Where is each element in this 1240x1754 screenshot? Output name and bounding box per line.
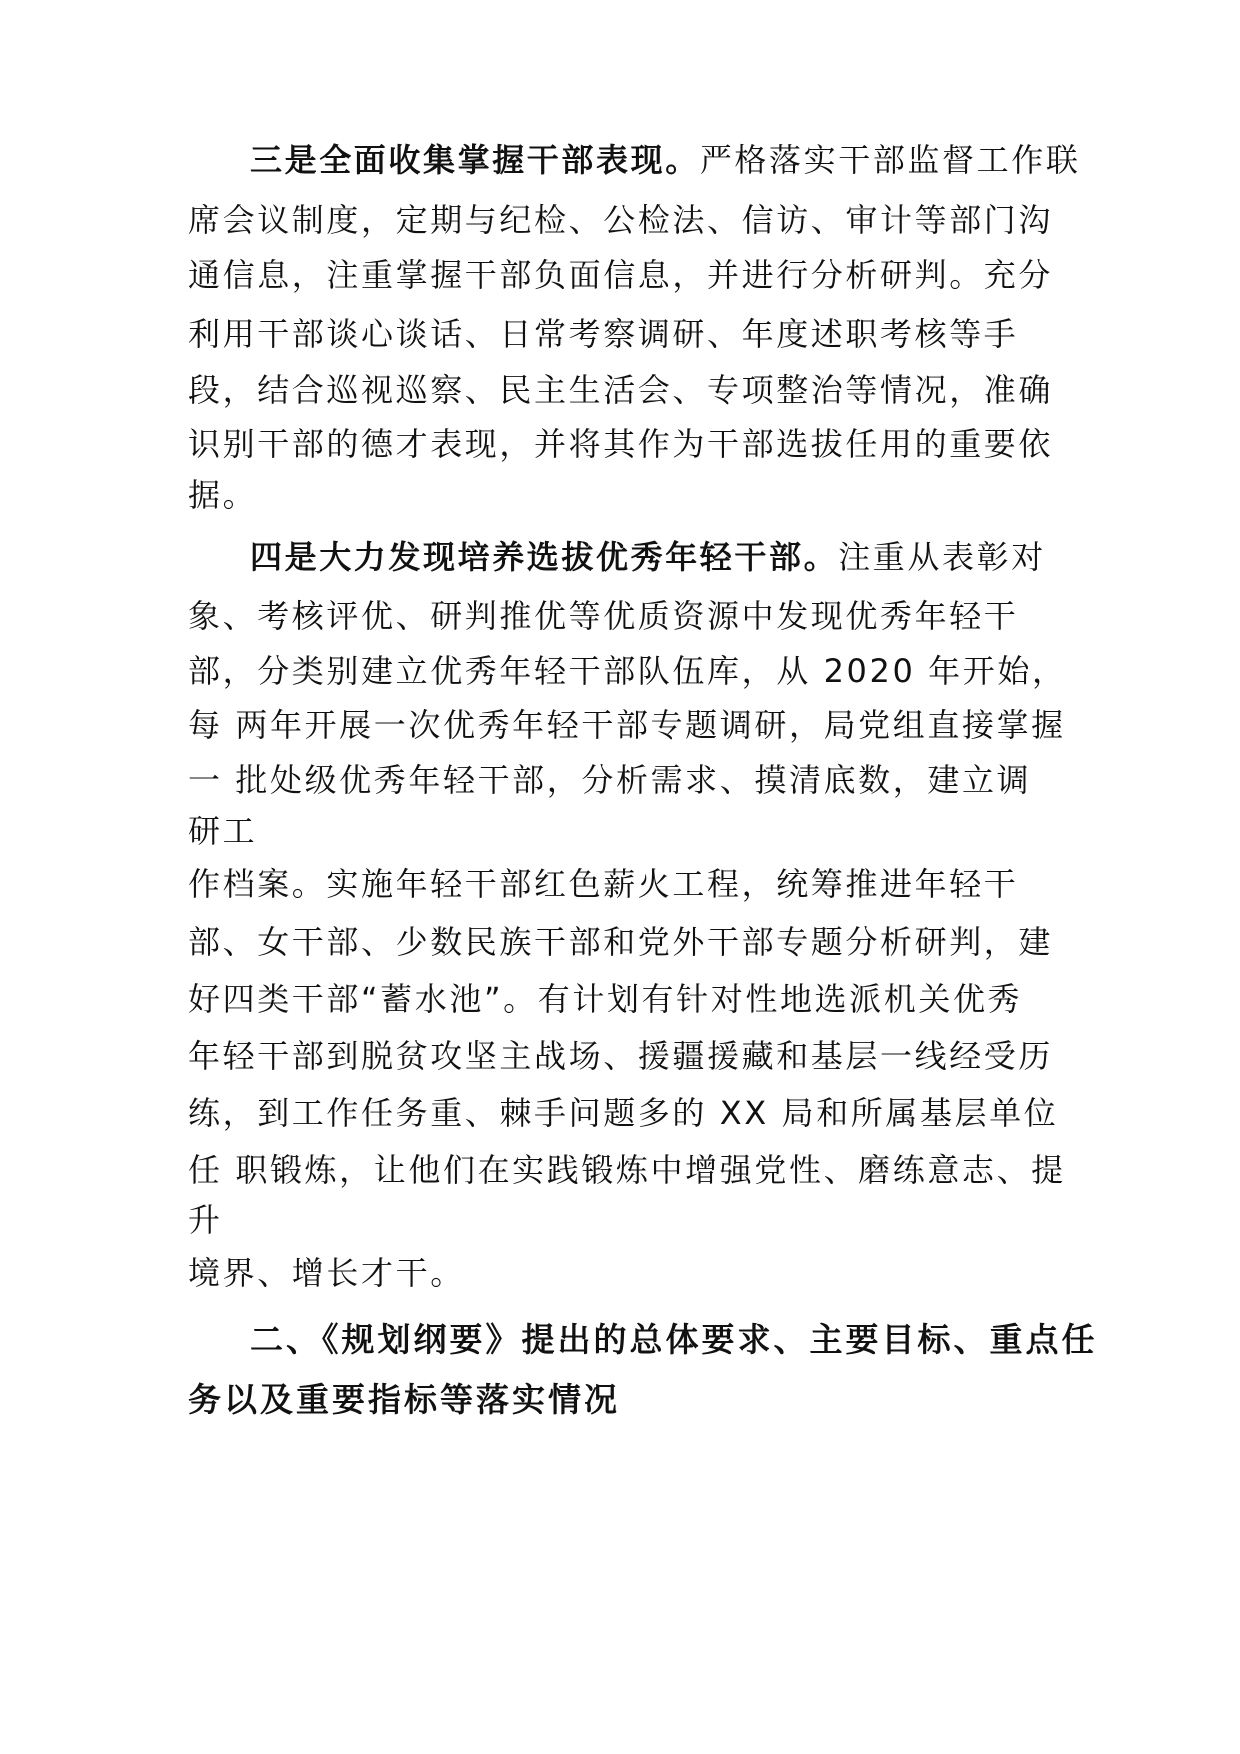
paragraph-3-line: 识别干部的德才表现，并将其作为干部选拔任用的重要依 xyxy=(188,425,1054,463)
paragraph-3-line: 席会议制度，定期与纪检、公检法、信访、审计等部门沟 xyxy=(188,201,1054,239)
paragraph-4-line: 升 xyxy=(188,1201,223,1239)
section-heading-line-1: 二、《规划纲要》提出的总体要求、主要目标、重点任 xyxy=(250,1320,1098,1359)
paragraph-4-line: 研工 xyxy=(188,812,258,850)
paragraph-4-line: 部、女干部、少数民族干部和党外干部专题分析研判，建 xyxy=(188,923,1054,961)
paragraph-3-lead-heading: 三是全面收集掌握干部表现。 xyxy=(250,141,700,179)
paragraph-3-first-line xyxy=(250,140,1080,180)
paragraph-4-line: 年轻干部到脱贫攻坚主战场、援疆援藏和基层一线经受历 xyxy=(188,1037,1054,1075)
paragraph-3-line-1-text: 严格落实干部监督工作联 xyxy=(699,141,1081,179)
paragraph-4-line: 任 职锻炼，让他们在实践锻炼中增强党性、磨练意志、提 xyxy=(188,1151,1066,1189)
paragraph-4-line: 每 两年开展一次优秀年轻干部专题调研，局党组直接掌握 xyxy=(188,706,1066,744)
paragraph-4-line: 好四类干部“蓄水池”。有计划有针对性地选派机关优秀 xyxy=(188,980,1023,1018)
paragraph-3-line: 通信息，注重掌握干部负面信息，并进行分析研判。充分 xyxy=(188,256,1054,294)
paragraph-3-line: 利用干部谈心谈话、日常考察调研、年度述职考核等手 xyxy=(188,315,1019,353)
paragraph-4-line-1-text: 注重从表彰对 xyxy=(838,538,1046,576)
paragraph-4-line: 一 批处级优秀年轻干部，分析需求、摸清底数，建立调 xyxy=(188,761,1032,799)
paragraph-3-line: 段，结合巡视巡察、民主生活会、专项整治等情况，准确 xyxy=(188,371,1054,409)
paragraph-4-line: 练，到工作任务重、棘手问题多的 XX 局和所属基层单位 xyxy=(188,1094,1059,1132)
paragraph-3-line: 据。 xyxy=(188,476,258,514)
paragraph-4-line: 部，分类别建立优秀年轻干部队伍库，从 2020 年开始， xyxy=(188,652,1067,690)
paragraph-4-lead-heading: 四是大力发现培养选拔优秀年轻干部。 xyxy=(250,538,839,576)
paragraph-4-line: 象、考核评优、研判推优等优质资源中发现优秀年轻干 xyxy=(188,597,1019,635)
paragraph-4-line: 境界、增长才干。 xyxy=(188,1254,465,1292)
paragraph-4-line: 作档案。实施年轻干部红色薪火工程，统筹推进年轻干 xyxy=(188,865,1019,903)
paragraph-4-first-line xyxy=(250,537,1046,577)
section-heading-line-2: 务以及重要指标等落实情况 xyxy=(188,1380,620,1419)
